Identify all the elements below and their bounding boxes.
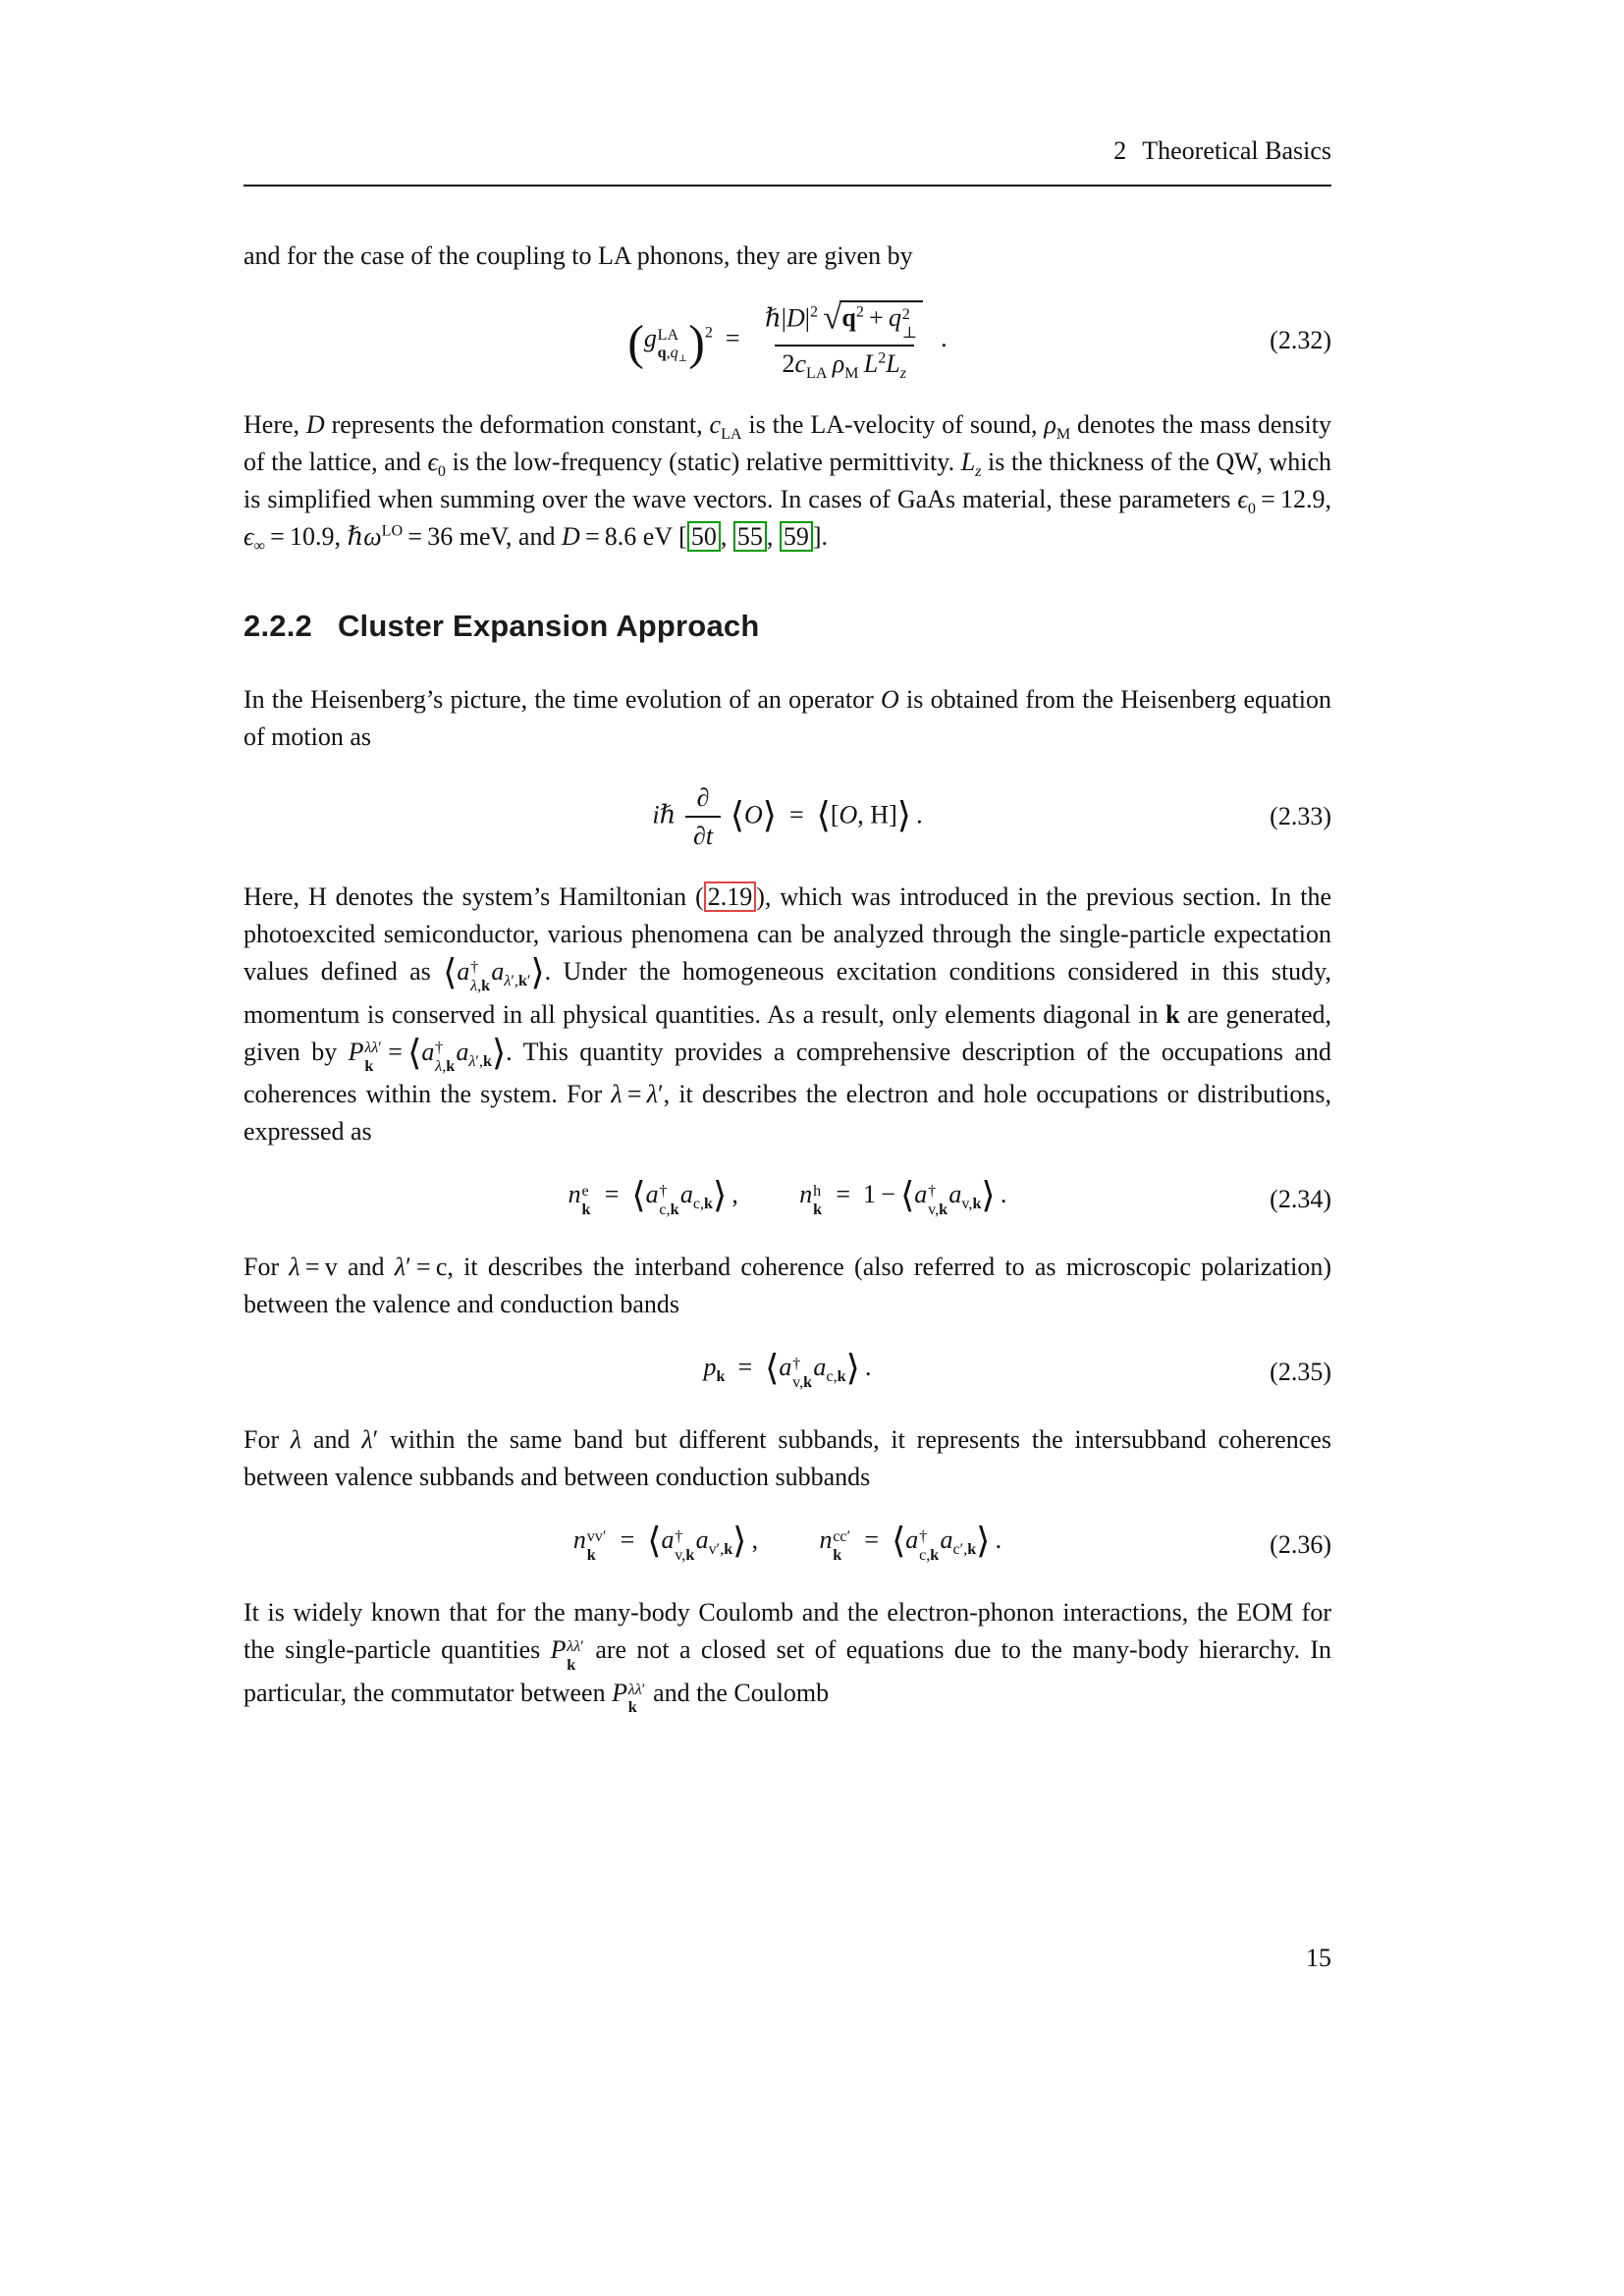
equation-2-33-body: iℏ $\frac{\partial}{\partial t}$ ⟨O⟩ = ⟨[O, H]⟩ . [244,781,1331,853]
page-number: 15 [1306,1944,1331,1972]
paragraph-intersubband: For λ and λ′ within the same band but different subbands, it represents the intersubband coherences between valence subbands and between conduction subbands [244,1425,1332,1492]
running-header [244,137,1331,185]
equation-2-34 [244,1176,1331,1223]
citation-link[interactable]: 59 [780,521,813,552]
radical-sign: √ [823,300,839,337]
equation-2-33 [244,781,1331,853]
header-rule [244,185,1331,187]
equation-2-36-body: n vv′ k = ⟨a † v,k $a_{v',k}⟩$ , n cc′ k = ⟨a † c,k $a_{c',k}⟩$ . [572,1521,1002,1564]
equation-2-36 [244,1522,1331,1569]
equation-2-35-number: (2.35) [1270,1358,1331,1387]
page-text-block [244,137,1331,1718]
equation-2-32-number: (2.32) [1270,326,1331,354]
citation-link[interactable]: 50 [687,521,721,552]
equation-2-34-body: n e k = ⟨a † c,k $a_{c,k}⟩$ , n h k = 1 − ⟨a † v,k $a_{v,k}⟩$ . [568,1175,1007,1218]
equation-2-33-number: (2.33) [1270,802,1331,831]
citation-link[interactable]: 55 [733,521,767,552]
paragraph-interband: For λ = v and λ′ = c, it describes the interband coherence (also referred to as microscopic polarization) between the valence and conduction bands [244,1253,1331,1319]
paragraph-heisenberg: In the Heisenberg’s picture, the time evolution of an operator O is obtained from the Heisenberg equation of motion as [244,685,1331,751]
paragraph-closing: It is widely known that for the many-body Coulomb and the electron-phonon interactions, the EOM for the single-particle quantities P λλ′ k are not a closed set of equations due to the many-body hierarchy. In particular, the commutator between P λλ′ k and the Coulomb [244,1598,1331,1717]
section-title: Cluster Expansion Approach [337,609,760,643]
equation-2-32 [244,300,1331,381]
section-number: 2.2.2 [244,609,312,643]
equation-2-34-number: (2.34) [1270,1185,1331,1214]
equation-ref-link[interactable]: 2.19 [704,881,757,912]
header-chapter-number: 2 [1113,136,1127,165]
paragraph-parameters: Here, D represents the deformation constant, $c_{LA}$ is the LA-velocity of sound, $\rho_M$ denotes the mass density of the lattice, and $\epsilon_0$ is the low-frequency (static) relative permittivity. $L_z$ is the thickness of the QW, which is simplified when summing over the wave vectors. In cases of GaAs material, these parameters $\epsilon_0 = 12.9$, $\epsilon_\infty = 10.9$, ℏω$^{LO}$ = 36 meV, and D = 8.6 eV [ 50 , 55 , 59 ]. [244,410,1332,556]
paragraph-intro: and for the case of the coupling to LA phonons, they are given by [244,241,913,270]
equation-2-32-body: (g LA $q,q_\perp$ )$^2$ = $\hbar|D|^2$ $√q^2 + q$ 2 ⊥ $2c_{LA}$ $\rho_M$ $L^2L_z$ . [627,300,947,383]
paragraph-hamiltonian: Here, H denotes the system’s Hamiltonian ( 2.19 ), which was introduced in the previous section. In the photoexcited semiconductor, various phenomena can be analyzed through the single-particle expectation values defined as ⟨a † λ,k $a_{\lambda',k'}⟩$. Under the homogeneous excitation conditions considered in this study, momentum is conserved in all physical quantities. As a result, only elements diagonal in k are generated, given by P λλ′ k = ⟨a † λ,k $a_{\lambda',k}⟩$. This quantity provides a comprehensive description of the occupations and coherences within the system. For λ = λ′, it describes the electron and hole occupations or distributions, expressed as [244,881,1332,1147]
header-chapter-title: Theoretical Basics [1142,136,1331,165]
equation-2-35-body: $p_k$ = ⟨a † v,k $a_{c,k}⟩$ . [703,1348,872,1391]
section-heading-2-2-2 [244,609,1331,644]
equation-2-36-number: (2.36) [1270,1530,1331,1560]
equation-2-35 [244,1349,1331,1396]
